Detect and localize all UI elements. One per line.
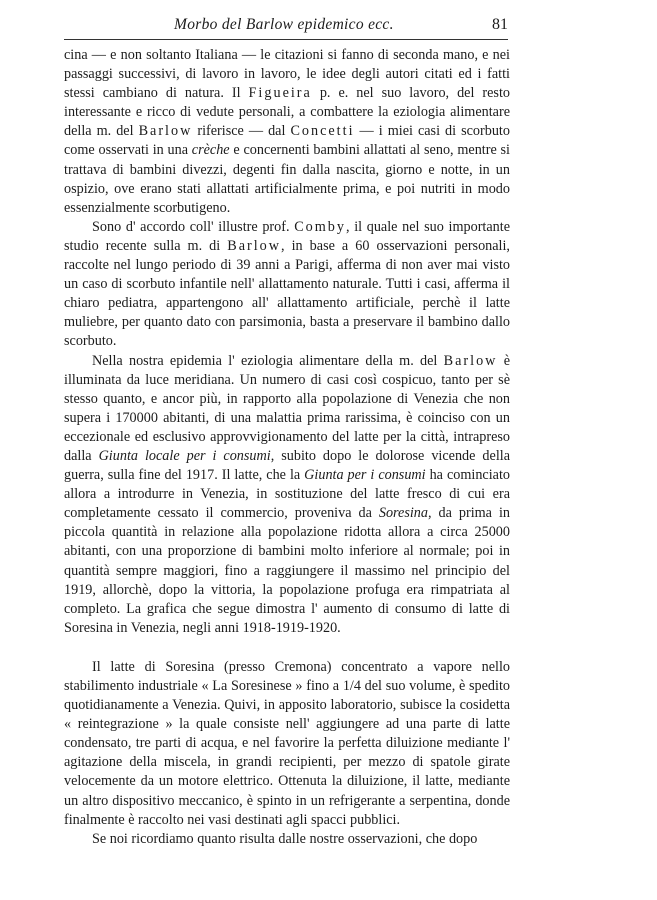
text-run: , in base a 60 osservazioni personali, raccolte nel lungo periodo di 39 anni a Parigi, afferma di non aver mai visto un caso di scorbuto infantile nell' allattamento naturale. Tutti i casi, afferma il chiaro pediatra, appartengono all' allattamento artificiale, perchè il latte muliebre, per quanto dato con parsimonia, basta a preservare il bambino dallo scorbuto. — [64, 237, 510, 350]
text-run: ha cominciato allora a introdurre in Venezia, in sostituzione del latte fresco di cui era completamente cessato il commercio, proveniva da — [64, 467, 510, 522]
italic-phrase: Giunta per i consumi — [304, 467, 426, 484]
paragraph — [64, 658, 510, 830]
text-run: , il quale nel suo importante studio recente sulla m. di — [64, 218, 510, 254]
spaced-name: Concetti — [290, 123, 355, 140]
spaced-name: Comby — [294, 218, 346, 235]
text-run: riferisce — dal — [192, 123, 291, 140]
italic-phrase: crèche — [191, 142, 230, 159]
text-run: cina — e non soltanto Italiana — le citazioni si fanno di seconda mano, e nei passaggi successivi, di lavoro in lavoro, le idee degli autori citati ed i fatti stessi cambiano di natura. Il — [64, 47, 510, 102]
text-run: Il latte di Soresina (presso Cremona) concentrato a vapore nello stabilimento industriale « La Soresinese » fino a 1/4 del suo volume, è spedito quotidianamente a Venezia. Quivi, in apposito laboratorio, subisce la cosidetta « reintegrazione » la quale consiste nell' aggiungere ad una parte di latte condensato, tre parti di acqua, e nel favorire la perfetta diluizione mediante l' agitazione della miscela, in grandi recipienti, per mezzo di spatole girate velocemente da un motore elettrico. Ottenuta la diluizione, il latte, mediante un altro dispositivo meccanico, è spinto in un refrigerante a serpentina, donde finalmente è raccolto nei vasi destinati agli spacci pubblici. — [64, 658, 510, 828]
text-run: , da prima in piccola quantità in relazione alla popolazione ridotta allora a circa 25000 abitanti, con una proporzione di bambini molto inferiore al normale; poi in quantità sempre maggiori, fino a raggiungere il massimo nel principio del 1919, allorchè, dopo la vittoria, la popolazione profuga era rimpatriata al completo. La grafica che segue dimostra l' aumento di consumo di latte di Soresina in Venezia, negli anni 1918-1919-1920. — [64, 505, 510, 636]
spaced-name: Barlow — [138, 123, 193, 140]
paragraph — [64, 46, 510, 218]
body-text — [64, 46, 510, 849]
italic-phrase: Soresina — [378, 505, 428, 522]
paragraph — [64, 218, 510, 352]
text-run: Nella nostra epidemia l' eziologia alimentare della m. del — [92, 352, 444, 369]
page-number: 81 — [492, 16, 508, 33]
header-rule — [64, 39, 508, 40]
spaced-name: Barlow — [443, 352, 498, 369]
text-run: , subito dopo le dolorose vicende della guerra, sulla fine del 1917. Il latte, che la — [64, 447, 510, 484]
text-run: e concernenti bambini allattati al seno, mentre si trattava di bambini divezzi, degenti fin dalla nascita, giorno e notte, in un ospizio, ove erano stati allattati artificialmente prima, e poi nutriti in modo essenzialmente scorbutigeno. — [64, 142, 510, 216]
text-run: — i miei casi di scorbuto come osservati in una — [64, 123, 510, 159]
running-title: Morbo del Barlow epidemico ecc. — [174, 16, 394, 33]
spaced-name: Figueira — [248, 85, 312, 102]
italic-phrase: Giunta locale per i consumi — [98, 447, 271, 464]
text-run: p. e. nel suo lavoro, del resto interessante e ricco di vedute personali, a combattere la eziologia alimentare della m. del — [64, 85, 510, 140]
page-header — [64, 16, 508, 40]
spaced-name: Barlow — [227, 237, 282, 254]
text-run: Sono d' accordo coll' illustre prof. — [92, 218, 295, 235]
paragraph — [64, 830, 510, 849]
text-run: Se noi ricordiamo quanto risulta dalle nostre osservazioni, che dopo — [92, 830, 478, 847]
text-run: è illuminata da luce meridiana. Un numero di casi così cospicuo, tanto per sè stesso quanto, e ancor più, in rapporto alla popolazione di Venezia che non supera i 170000 abitanti, di una malattia prima rarissima, è coinciso con un eccezionale ed esclusivo approvvigionamento del latte per la città, intrapreso dalla — [64, 352, 510, 464]
paragraph — [64, 352, 510, 638]
